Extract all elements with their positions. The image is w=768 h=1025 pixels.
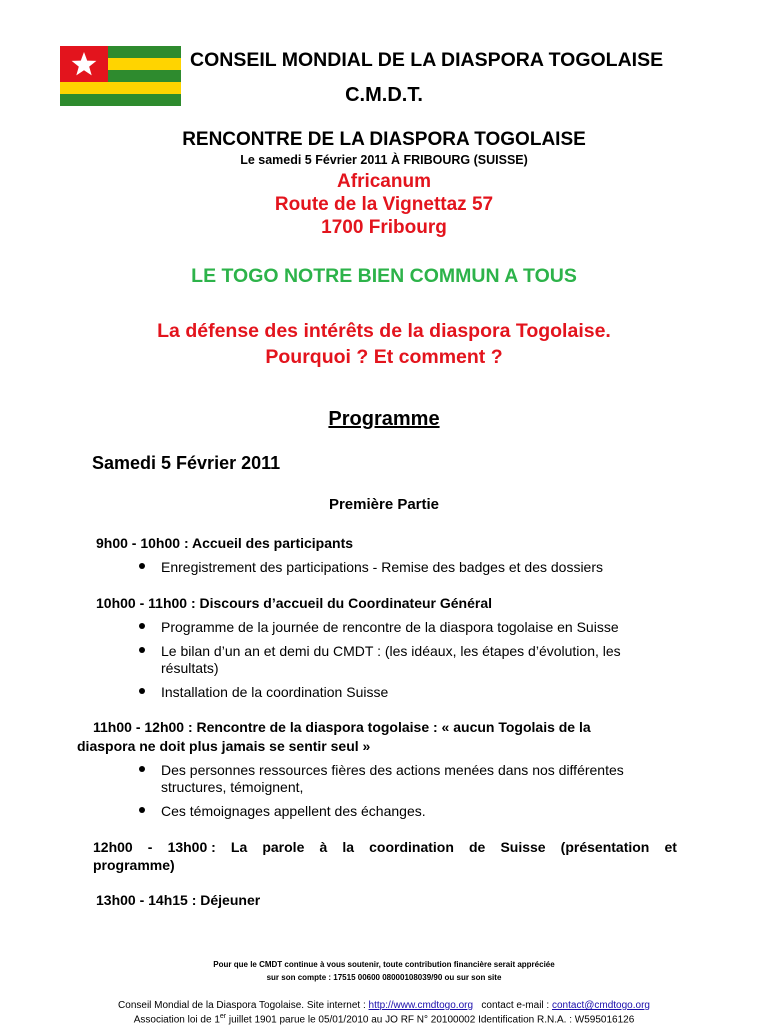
bullet-icon — [139, 623, 145, 629]
slot-title-word: la — [342, 839, 355, 855]
venue-name: Africanum — [337, 171, 431, 192]
slot-title-word: 12h00 — [93, 839, 133, 855]
bullet-icon — [139, 563, 145, 569]
slot-title: 10h00 - 11h00 : Discours d’accueil du Coordinateur Général — [96, 595, 493, 611]
list-item: Programme de la journée de rencontre de la diaspora togolaise en Suisse — [161, 619, 619, 635]
list-item: Ces témoignages appellent des échanges. — [161, 803, 426, 819]
event-date: Le samedi 5 Février 2011 À FRIBOURG (SUISSE) — [240, 153, 528, 167]
list-item: Installation de la coordination Suisse — [161, 684, 389, 700]
list-item-continuation: structures, témoignent, — [161, 779, 304, 795]
organization-name: CONSEIL MONDIAL DE LA DIASPORA TOGOLAISE — [190, 49, 664, 71]
registration-text-rest: juillet 1901 parue le 05/01/2010 au JO RF N° 20100002 Identification R.N.A. : W595016126 — [226, 1014, 635, 1025]
organization-abbreviation: C.M.D.T. — [345, 84, 423, 106]
event-title: RENCONTRE DE LA DIASPORA TOGOLAISE — [182, 129, 586, 150]
slot-title-word: parole — [262, 839, 305, 855]
slot-title: 13h00 - 14h15 : Déjeuner — [96, 892, 261, 908]
slot-title-word: à — [319, 839, 328, 855]
footer-email-label: contact e-mail : — [481, 1000, 552, 1011]
list-item: Des personnes ressources fières des actions menées dans nos différentes — [161, 762, 624, 778]
bullet-icon — [139, 647, 145, 653]
bullet-icon — [139, 766, 145, 772]
bullet-icon — [139, 807, 145, 813]
slot-title — [93, 839, 677, 855]
bank-account-note: sur son compte : 17515 00600 08000108039/90 ou sur son site — [266, 973, 502, 982]
programme-heading: Programme — [328, 408, 440, 430]
slot-title-word: 13h00 : — [167, 839, 216, 855]
list-item: Enregistrement des participations - Remise des badges et des dossiers — [161, 559, 603, 575]
theme-line-2: Pourquoi ? Et comment ? — [265, 346, 503, 368]
slot-title-word: coordination — [369, 839, 454, 855]
slot-title-word: (présentation — [560, 839, 650, 855]
slot-title-word: de — [469, 839, 486, 855]
venue-street: Route de la Vignettaz 57 — [274, 194, 494, 215]
association-registration — [0, 1013, 768, 1025]
slot-title-continuation: diaspora ne doit plus jamais se sentir seul » — [77, 738, 371, 754]
venue-city: 1700 Fribourg — [321, 217, 447, 238]
slot-title: 9h00 - 10h00 : Accueil des participants — [96, 535, 354, 551]
list-item-continuation: résultats) — [161, 660, 219, 676]
slot-title-word: Suisse — [500, 839, 546, 855]
slot-title-word: La — [230, 839, 248, 855]
footer-org-label: Conseil Mondial de la Diaspora Togolaise. Site internet : — [118, 1000, 369, 1011]
slogan: LE TOGO NOTRE BIEN COMMUN A TOUS — [191, 265, 577, 287]
programme-part: Première Partie — [328, 496, 440, 513]
website-link[interactable]: http://www.cmdtogo.org — [368, 1000, 474, 1011]
slot-title-word: - — [147, 839, 153, 855]
slot-title-word: et — [664, 839, 677, 855]
theme-line-1: La défense des intérêts de la diaspora Togolaise. — [157, 320, 611, 342]
slot-title-continuation: programme) — [93, 857, 175, 873]
programme-day: Samedi 5 Février 2011 — [92, 453, 281, 473]
list-item: Le bilan d’un an et demi du CMDT : (les idéaux, les étapes d’évolution, les — [161, 643, 621, 659]
email-link[interactable]: contact@cmdtogo.org — [551, 1000, 650, 1011]
slot-title: 11h00 - 12h00 : Rencontre de la diaspora togolaise : « aucun Togolais de la — [93, 719, 591, 735]
support-note: Pour que le CMDT continue à vous soutenir, toute contribution financière serait appréciée — [213, 960, 555, 969]
registration-text: Association loi de 1 — [133, 1014, 220, 1025]
bullet-icon — [139, 688, 145, 694]
footer-contact-line — [0, 1000, 768, 1011]
registration-superscript: er — [219, 1013, 227, 1020]
